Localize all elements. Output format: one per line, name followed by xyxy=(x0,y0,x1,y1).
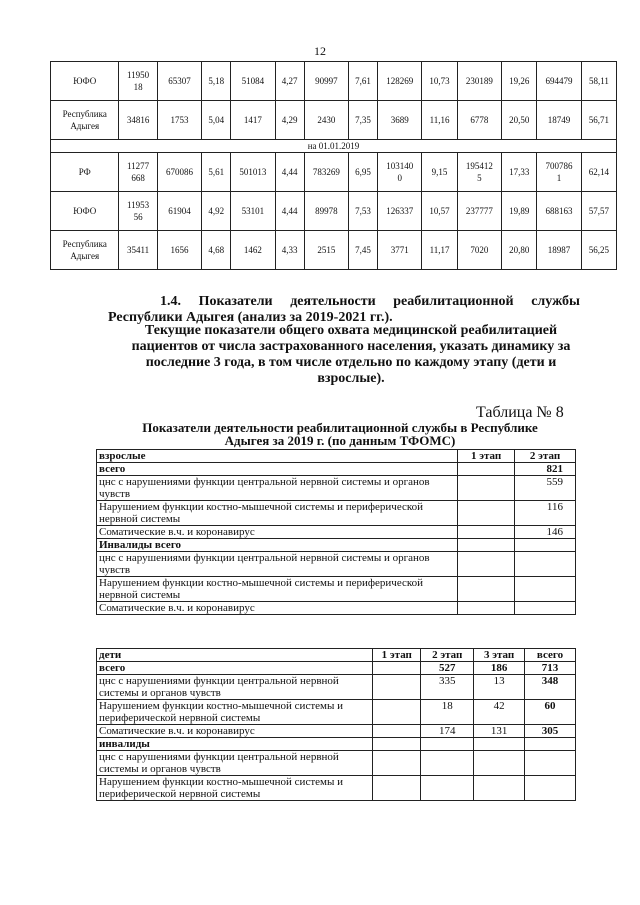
table-cell: ЮФО xyxy=(51,62,119,101)
stage2-value: 335 xyxy=(421,675,474,700)
table-cell: 4,27 xyxy=(275,62,304,101)
table-row xyxy=(51,231,617,270)
stage1-value xyxy=(458,526,515,539)
table-cell: 1462 xyxy=(231,231,276,270)
table-cell: 11950 18 xyxy=(119,62,157,101)
row-label: цнс с нарушениями функции центральной нервной системы и органов чувств xyxy=(97,675,373,700)
table-cell: 57,57 xyxy=(581,192,616,231)
stage1-value xyxy=(458,501,515,526)
table-row xyxy=(97,751,576,776)
stage1-value xyxy=(458,577,515,602)
row-label: Соматические в.ч. и коронавирус xyxy=(97,602,458,615)
stage2-value: 116 xyxy=(515,501,576,526)
total-value xyxy=(525,776,576,801)
table-cell: 237777 xyxy=(457,192,502,231)
row-label: Нарушением функции костно-мышечной системы и периферической нервной системы xyxy=(97,776,373,801)
table-row xyxy=(97,675,576,700)
table-cell: 20,80 xyxy=(502,231,537,270)
table-cell: 3689 xyxy=(377,101,422,140)
table-cell: 10,73 xyxy=(422,62,457,101)
table-cell: 18749 xyxy=(537,101,582,140)
stage1-value xyxy=(373,776,421,801)
table-row xyxy=(51,62,617,101)
table-cell: 10,57 xyxy=(422,192,457,231)
table-cell: 230189 xyxy=(457,62,502,101)
table-cell: 700786 1 xyxy=(537,153,582,192)
table-row xyxy=(97,526,576,539)
page-number: 12 xyxy=(314,44,326,58)
table-header: 3 этап xyxy=(474,649,525,662)
stage3-value: 42 xyxy=(474,700,525,725)
table-cell: 2515 xyxy=(304,231,349,270)
table-row xyxy=(97,476,576,501)
stage3-value xyxy=(474,751,525,776)
table-cell: 20,50 xyxy=(502,101,537,140)
table-cell: 34816 xyxy=(119,101,157,140)
table-cell: 56,71 xyxy=(581,101,616,140)
total-value xyxy=(525,738,576,751)
table-cell: 5,18 xyxy=(202,62,231,101)
stage3-value xyxy=(474,776,525,801)
table-row xyxy=(97,501,576,526)
table-cell: 7,61 xyxy=(349,62,378,101)
table-cell: 4,33 xyxy=(275,231,304,270)
stage1-value xyxy=(458,463,515,476)
stage2-value: 174 xyxy=(421,725,474,738)
stage1-value xyxy=(458,539,515,552)
row-label: Соматические в.ч. и коронавирус xyxy=(97,725,373,738)
stage1-value xyxy=(373,675,421,700)
stage2-value xyxy=(515,539,576,552)
table-cell: 783269 xyxy=(304,153,349,192)
table-cell: 89978 xyxy=(304,192,349,231)
stage2-value xyxy=(515,602,576,615)
table-cell: 1656 xyxy=(157,231,202,270)
total-value: 348 xyxy=(525,675,576,700)
table-cell: 4,29 xyxy=(275,101,304,140)
table-cell: ЮФО xyxy=(51,192,119,231)
stage2-value: 821 xyxy=(515,463,576,476)
row-label: всего xyxy=(97,463,458,476)
table-caption: Таблица № 8 xyxy=(476,404,564,421)
stage2-value xyxy=(421,751,474,776)
table-cell: 11,17 xyxy=(422,231,457,270)
table-cell: 7,35 xyxy=(349,101,378,140)
stage3-value: 186 xyxy=(474,662,525,675)
stage2-value: 146 xyxy=(515,526,576,539)
section-paragraph: Текущие показатели общего охвата медицинской реабилитацией пациентов от числа застрахованного населения, указать динамику за последние 3 года, в том числе отдельно по каждому этапу (дети и взрослые). xyxy=(131,323,571,386)
row-label: Инвалиды всего xyxy=(97,539,458,552)
table-row xyxy=(51,153,617,192)
adults-table xyxy=(96,449,576,615)
stage1-value xyxy=(458,476,515,501)
total-value: 713 xyxy=(525,662,576,675)
table-cell: 103140 0 xyxy=(377,153,422,192)
row-label: всего xyxy=(97,662,373,675)
table-cell: 56,25 xyxy=(581,231,616,270)
stage1-value xyxy=(373,700,421,725)
stage2-value: 18 xyxy=(421,700,474,725)
table-header-row xyxy=(97,450,576,463)
total-value: 60 xyxy=(525,700,576,725)
table-cell: 53101 xyxy=(231,192,276,231)
stage1-value xyxy=(373,751,421,776)
table-title: Показатели деятельности реабилитационной службы в Республике Адыгея за 2019 г. (по данным ТФОМС) xyxy=(142,420,538,448)
table-cell: 7,45 xyxy=(349,231,378,270)
table-cell: 6778 xyxy=(457,101,502,140)
stage1-value xyxy=(373,725,421,738)
table-header: 2 этап xyxy=(421,649,474,662)
table-row xyxy=(97,539,576,552)
table-cell: 11,16 xyxy=(422,101,457,140)
table-cell: 3771 xyxy=(377,231,422,270)
table-header: 1 этап xyxy=(458,450,515,463)
table-cell: 62,14 xyxy=(581,153,616,192)
stage1-value xyxy=(373,738,421,751)
table-cell: 1753 xyxy=(157,101,202,140)
row-label: цнс с нарушениями функции центральной нервной системы и органов чувств xyxy=(97,552,458,577)
table-cell: 128269 xyxy=(377,62,422,101)
table-row xyxy=(51,192,617,231)
table-cell: 6,95 xyxy=(349,153,378,192)
table-cell: 4,44 xyxy=(275,192,304,231)
table-header: 2 этап xyxy=(515,450,576,463)
stage1-value xyxy=(458,602,515,615)
table-cell: РФ xyxy=(51,153,119,192)
table-cell: 694479 xyxy=(537,62,582,101)
row-label: цнс с нарушениями функции центральной нервной системы и органов чувств xyxy=(97,751,373,776)
table-cell: 90997 xyxy=(304,62,349,101)
table-row xyxy=(97,700,576,725)
table-cell: 51084 xyxy=(231,62,276,101)
table-cell: 670086 xyxy=(157,153,202,192)
table-row xyxy=(97,463,576,476)
table-cell: 7020 xyxy=(457,231,502,270)
stage2-value xyxy=(515,552,576,577)
table-cell: 195412 5 xyxy=(457,153,502,192)
table-cell: 1417 xyxy=(231,101,276,140)
table-cell: 4,44 xyxy=(275,153,304,192)
section-heading: 1.4. Показатели деятельности реабилитационной службы xyxy=(160,294,580,309)
table-header: дети xyxy=(97,649,373,662)
table-cell: 7,53 xyxy=(349,192,378,231)
table-row xyxy=(97,552,576,577)
stage1-value xyxy=(373,662,421,675)
table-header: всего xyxy=(525,649,576,662)
table-cell: 18987 xyxy=(537,231,582,270)
table-cell: 4,92 xyxy=(202,192,231,231)
section-heading-line2: Республики Адыгея (анализ за 2019-2021 гг.). xyxy=(108,310,393,325)
children-table xyxy=(96,648,576,801)
table-cell: Республика Адыгея xyxy=(51,231,119,270)
table-cell: 5,61 xyxy=(202,153,231,192)
table-row xyxy=(51,101,617,140)
table-row xyxy=(51,140,617,153)
table-cell: 35411 xyxy=(119,231,157,270)
stage2-value xyxy=(421,738,474,751)
table-cell: 61904 xyxy=(157,192,202,231)
stage2-value: 527 xyxy=(421,662,474,675)
row-label: Нарушением функции костно-мышечной системы и периферической нервной системы xyxy=(97,501,458,526)
table-header: 1 этап xyxy=(373,649,421,662)
table-row xyxy=(97,577,576,602)
row-label: Нарушением функции костно-мышечной системы и периферической нервной системы xyxy=(97,577,458,602)
stage2-value xyxy=(515,577,576,602)
table-cell: 65307 xyxy=(157,62,202,101)
table-cell: 2430 xyxy=(304,101,349,140)
table-cell: 688163 xyxy=(537,192,582,231)
table-cell: 126337 xyxy=(377,192,422,231)
table-separator: на 01.01.2019 xyxy=(51,140,617,153)
table-cell: 58,11 xyxy=(581,62,616,101)
row-label: Нарушением функции костно-мышечной системы и периферической нервной системы xyxy=(97,700,373,725)
stage1-value xyxy=(458,552,515,577)
table-row xyxy=(97,738,576,751)
table-cell: 9,15 xyxy=(422,153,457,192)
table-cell: 19,89 xyxy=(502,192,537,231)
stage3-value: 13 xyxy=(474,675,525,700)
table-row xyxy=(97,602,576,615)
total-value xyxy=(525,751,576,776)
table-header-row xyxy=(97,649,576,662)
table-cell: 19,26 xyxy=(502,62,537,101)
table-row xyxy=(97,776,576,801)
table-row xyxy=(97,662,576,675)
table-row xyxy=(97,725,576,738)
table-cell: 5,04 xyxy=(202,101,231,140)
stage2-value: 559 xyxy=(515,476,576,501)
table-cell: Республика Адыгея xyxy=(51,101,119,140)
table-cell: 4,68 xyxy=(202,231,231,270)
total-value: 305 xyxy=(525,725,576,738)
stage2-value xyxy=(421,776,474,801)
table-cell: 17,33 xyxy=(502,153,537,192)
row-label: Соматические в.ч. и коронавирус xyxy=(97,526,458,539)
coverage-table xyxy=(50,61,617,270)
stage3-value xyxy=(474,738,525,751)
row-label: инвалиды xyxy=(97,738,373,751)
table-cell: 501013 xyxy=(231,153,276,192)
stage3-value: 131 xyxy=(474,725,525,738)
table-cell: 11953 56 xyxy=(119,192,157,231)
row-label: цнс с нарушениями функции центральной нервной системы и органов чувств xyxy=(97,476,458,501)
table-header: взрослые xyxy=(97,450,458,463)
table-cell: 11277 668 xyxy=(119,153,157,192)
